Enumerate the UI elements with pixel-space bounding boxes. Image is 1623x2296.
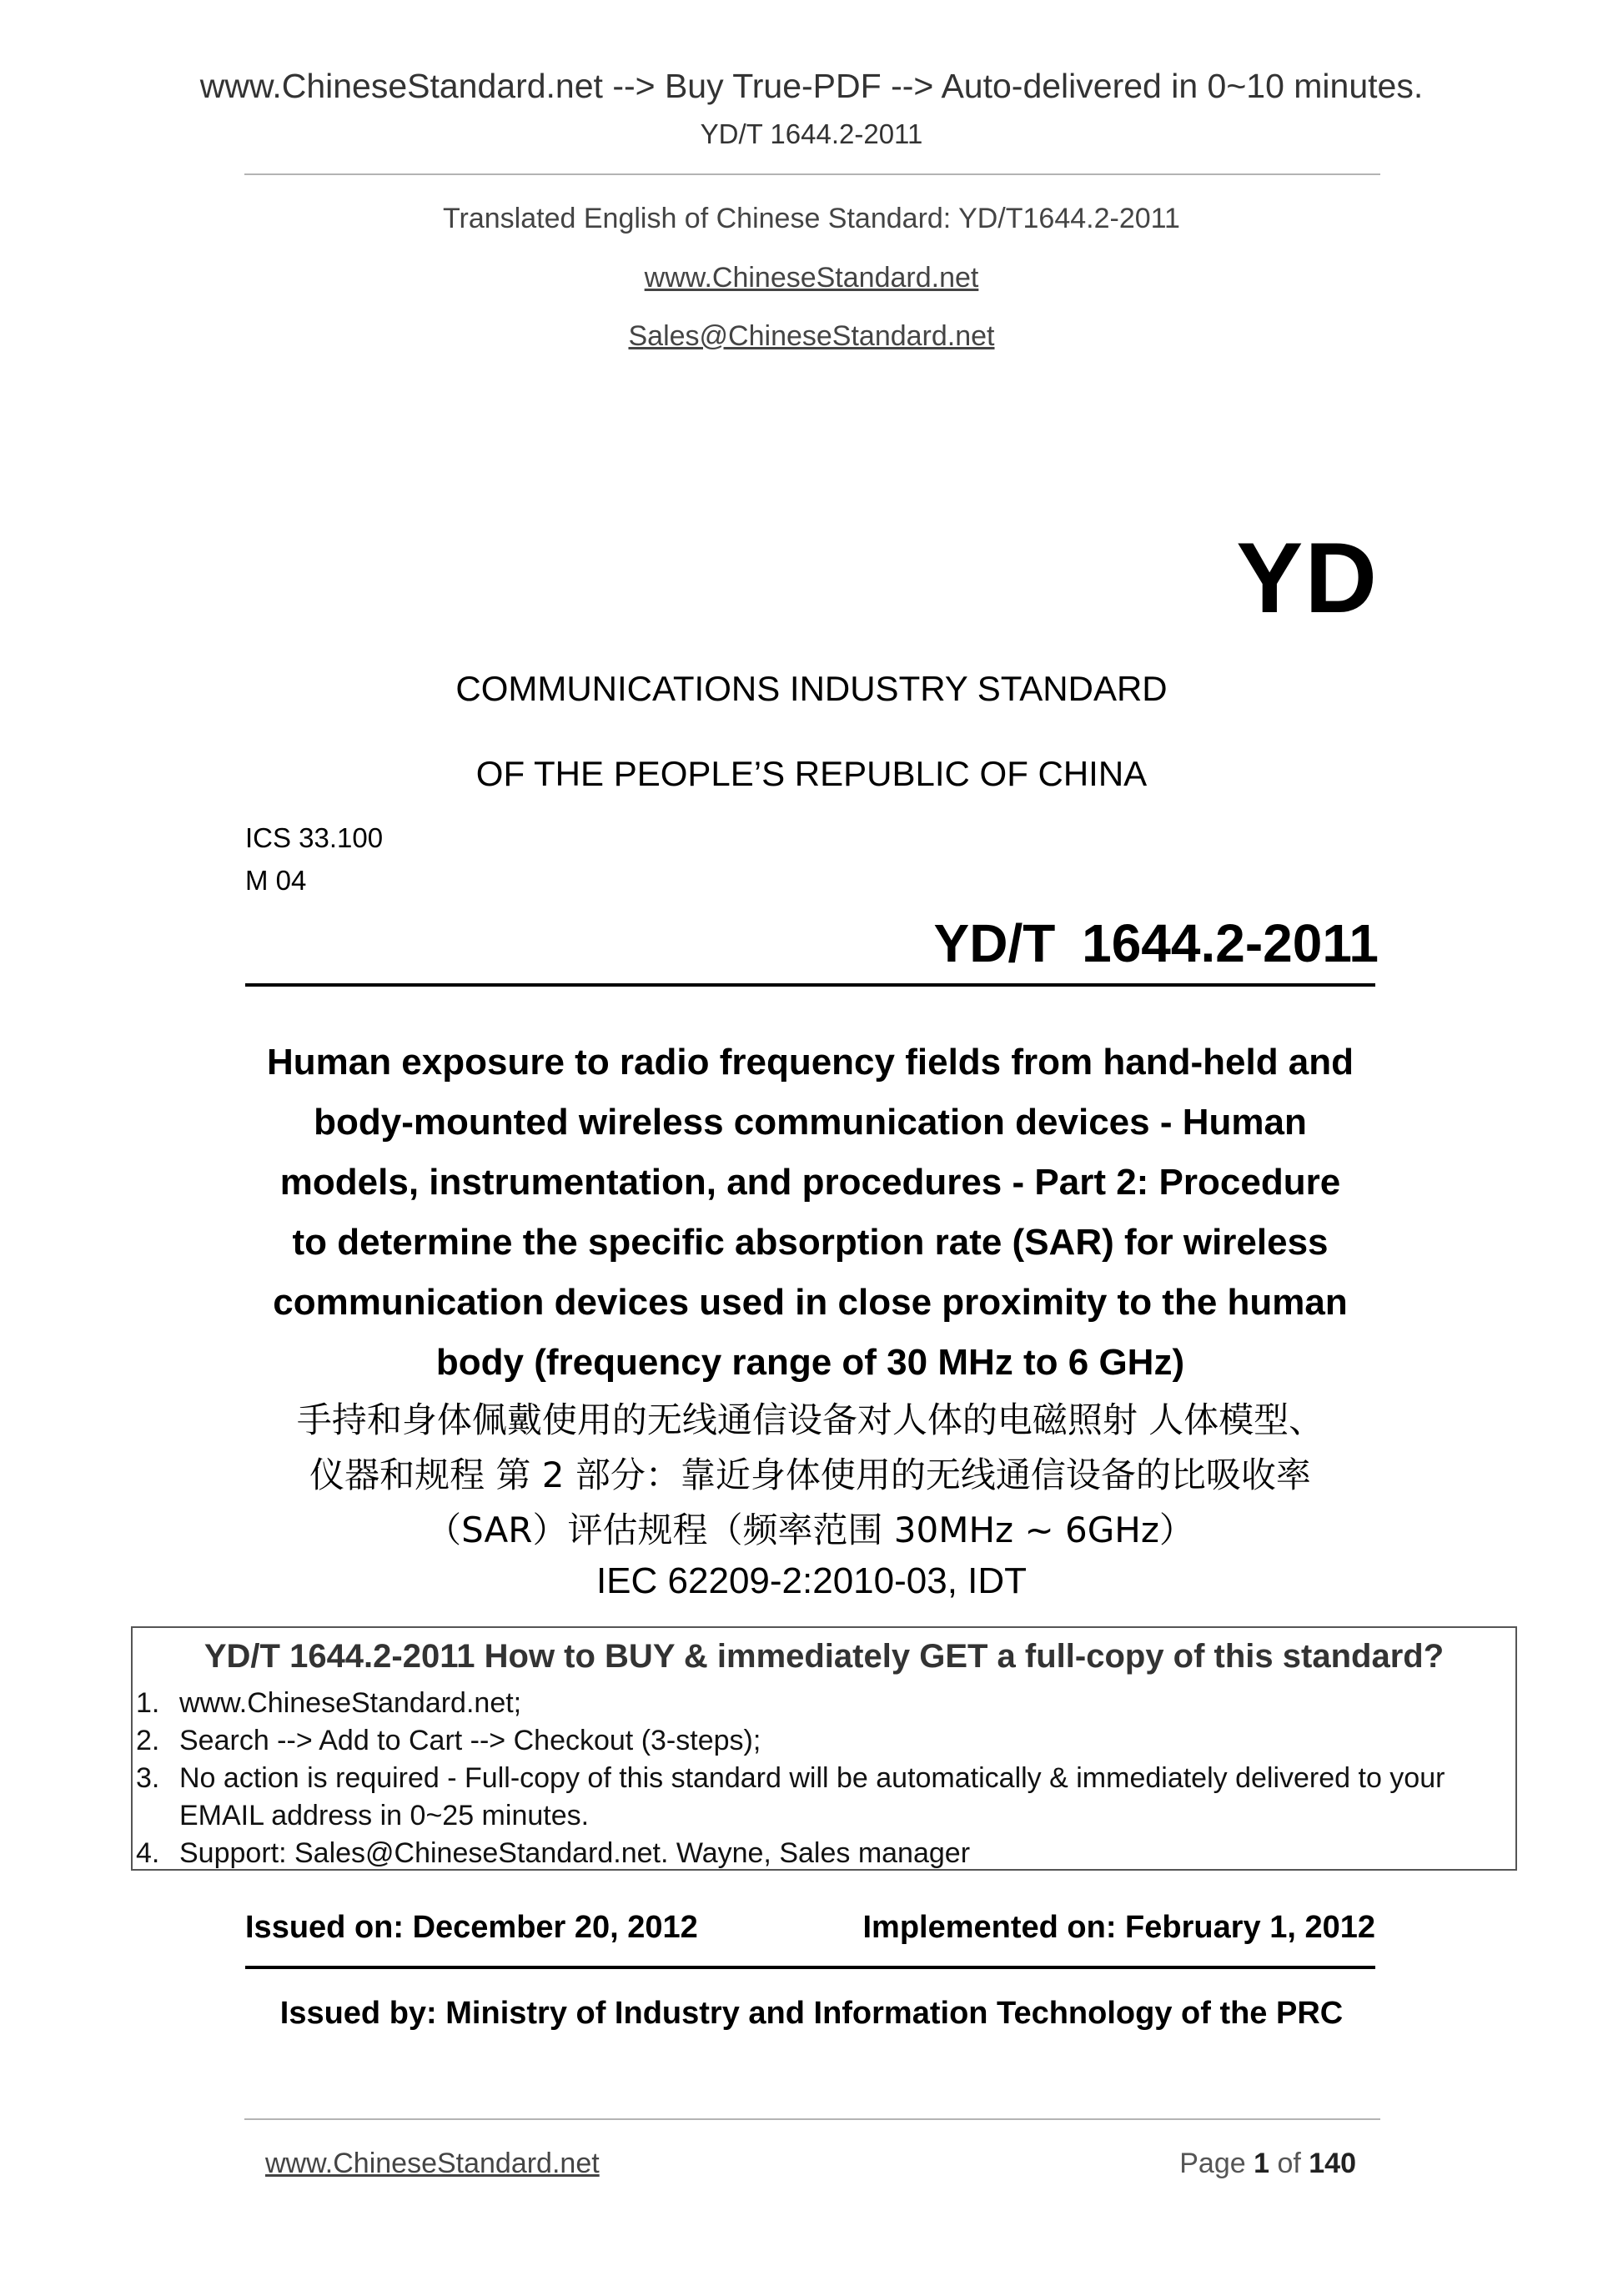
ccs-code: M 04 (245, 865, 307, 896)
issued-on-date: Issued on: December 20, 2012 (245, 1910, 698, 1945)
title-en-line: Human exposure to radio frequency fields from hand-held and (266, 1042, 1354, 1083)
issuing-authority: Issued by: Ministry of Industry and Information Technology of the PRC (279, 1996, 1344, 2031)
title-cn-line: 手持和身体佩戴使用的无线通信设备对人体的电磁照射 人体模型、 (296, 1399, 1324, 1440)
standard-logo: YD (1236, 522, 1379, 634)
page-current: 1 (1254, 2148, 1270, 2179)
footer-divider (244, 2118, 1380, 2120)
page-total: 140 (1309, 2148, 1356, 2179)
dates-rule (245, 1966, 1375, 1969)
title-en-line: communication devices used in close proximity to the human (273, 1282, 1348, 1323)
title-chinese (245, 1393, 1375, 1558)
step-number: 4. (136, 1837, 160, 1869)
purchase-box-title: YD/T 1644.2-2011 How to BUY & immediately GET a full-copy of this standard? (204, 1638, 1445, 1675)
page-indicator (1179, 2145, 1356, 2182)
step-number: 1. (136, 1687, 160, 1719)
footer-website-link[interactable]: www.ChineseStandard.net (265, 2148, 600, 2179)
translated-notice: Translated English of Chinese Standard: YD/T1644.2-2011 (443, 203, 1180, 234)
step-text: www.ChineseStandard.net; (179, 1687, 522, 1719)
list-item (136, 1760, 1497, 1835)
title-cn-line: （SAR）评估规程（频率范围 30MHz ~ 6GHz） (426, 1510, 1194, 1550)
step-number: 3. (136, 1762, 160, 1794)
page-prefix: Page (1179, 2148, 1254, 2179)
standard-number: YD/T 1644.2-2011 (933, 913, 1379, 973)
title-english (245, 1032, 1375, 1393)
title-en-line: models, instrumentation, and procedures - Part 2: Procedure (279, 1162, 1341, 1203)
header-banner: www.ChineseStandard.net --> Buy True-PDF --> Auto-delivered in 0~10 minutes. (199, 67, 1424, 105)
title-en-line: body (frequency range of 30 MHz to 6 GHz) (435, 1342, 1185, 1383)
website-link[interactable]: www.ChineseStandard.net (644, 262, 979, 294)
org-line-1: COMMUNICATIONS INDUSTRY STANDARD (455, 669, 1168, 708)
adoption-note: IEC 62209-2:2010-03, IDT (595, 1560, 1028, 1601)
step-number: 2. (136, 1725, 160, 1756)
purchase-steps (136, 1685, 1497, 1872)
purchase-info-box (131, 1626, 1517, 1871)
step-text: Search --> Add to Cart --> Checkout (3-steps); (179, 1725, 761, 1756)
title-en-line: to determine the specific absorption rate (SAR) for wireless (292, 1222, 1329, 1263)
list-item (136, 1722, 1497, 1760)
sales-email-link[interactable]: Sales@ChineseStandard.net (628, 320, 995, 352)
step-text: No action is required - Full-copy of this standard will be automatically & immediately delivered to your EMAIL address in 0~25 minutes. (179, 1762, 1445, 1831)
list-item (136, 1685, 1497, 1722)
header-divider (244, 173, 1380, 175)
ics-code: ICS 33.100 (245, 822, 384, 853)
header-std-code: YD/T 1644.2-2011 (700, 118, 923, 149)
list-item (136, 1835, 1497, 1872)
implemented-on-date: Implemented on: February 1, 2012 (862, 1910, 1375, 1945)
org-line-2: OF THE PEOPLE’S REPUBLIC OF CHINA (475, 754, 1148, 793)
title-rule-top (245, 983, 1375, 987)
page-of: of (1269, 2148, 1309, 2179)
title-cn-line: 仪器和规程 第 2 部分：靠近身体使用的无线通信设备的比吸收率 (309, 1454, 1311, 1495)
title-en-line: body-mounted wireless communication devices - Human (314, 1102, 1307, 1143)
step-text: Support: Sales@ChineseStandard.net. Wayne, Sales manager (179, 1837, 971, 1869)
